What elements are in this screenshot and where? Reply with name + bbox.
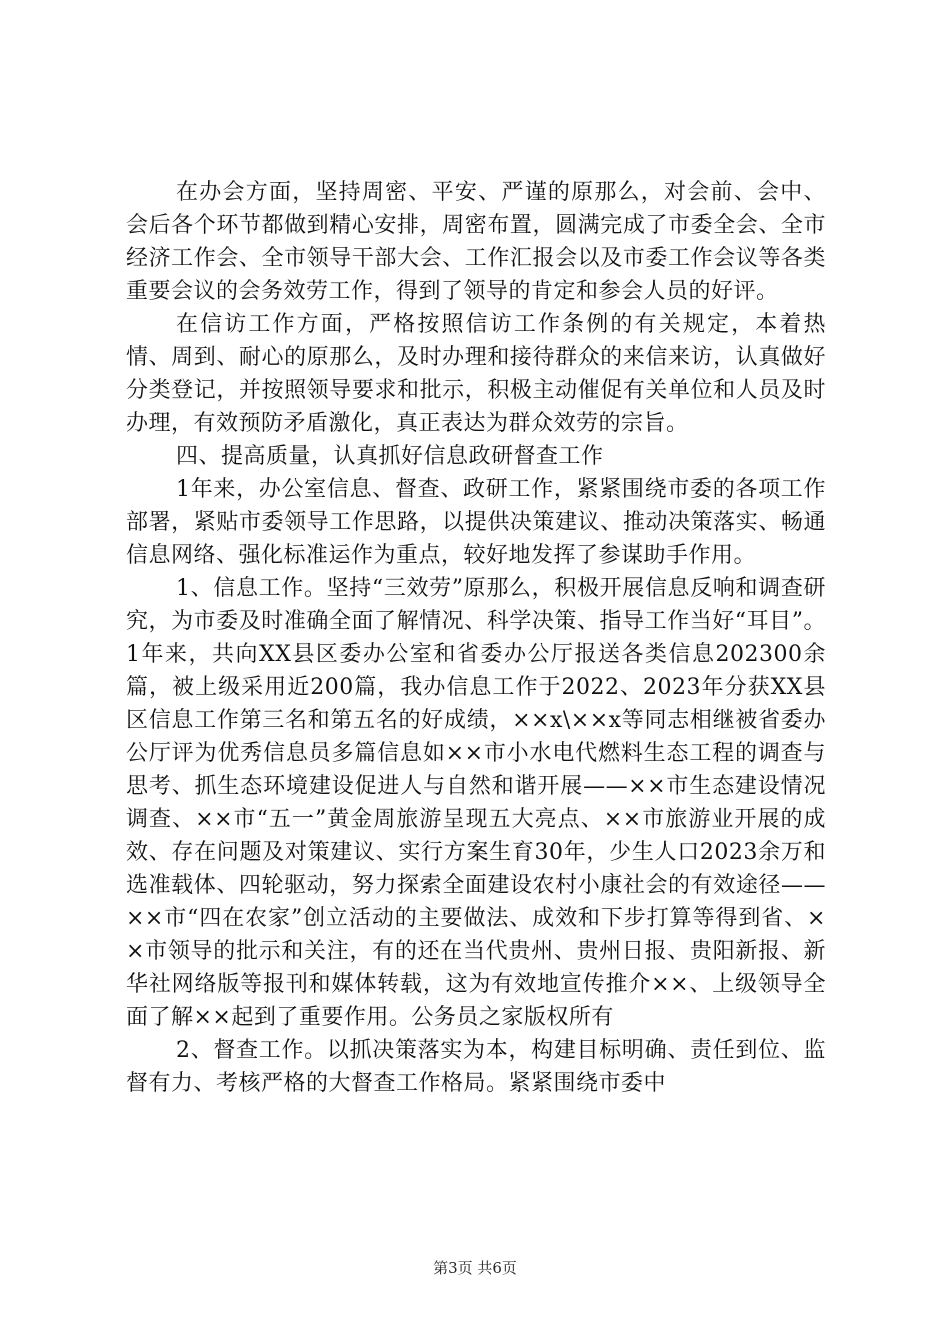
page-footer: 第3页 共6页: [433, 1259, 517, 1277]
body-text: [126, 176, 826, 1100]
paragraph-petition-work: 在信访工作方面，严格按照信访工作条例的有关规定，本着热情、周到、耐心的原那么，及时办理和接待群众的来信来访，认真做好分类登记，并按照领导要求和批示，积极主动催促有关单位和人员及时办理，有效预防矛盾激化，真正表达为群众效劳的宗旨。: [126, 312, 826, 436]
paragraph-overview: 1年来，办公室信息、督查、政研工作，紧紧围绕市委的各项工作部署，紧贴市委领导工作思路，以提供决策建议、推动决策落实、畅通信息网络、强化标准运作为重点，较好地发挥了参谋助手作用。: [126, 477, 826, 568]
section-heading-4: 四、提高质量，认真抓好信息政研督查工作: [176, 444, 604, 469]
paragraph-supervision-work: 2、督查工作。以抓决策落实为本，构建目标明确、责任到位、监督有力、考核严格的大督查工作格局。紧紧围绕市委中: [126, 1038, 826, 1096]
paragraph-information-work: 1、信息工作。坚持“三效劳”原那么，积极开展信息反响和调查研究，为市委及时准确全面了解情况、科学决策、指导工作当好“耳目”。1年来，共向XX县区委办公室和省委办公厅报送各类信息202300余篇，被上级采用近200篇，我办信息工作于2022、2023年分获XX县区信息工作第三名和第五名的好成绩，××x\××x等同志相继被省委办公厅评为优秀信息员多篇信息如××市小水电代燃料生态工程的调查与思考、抓生态环境建设促进人与自然和谐开展——××市生态建设情况调查、××市“五一”黄金周旅游呈现五大亮点、××市旅游业开展的成效、存在问题及对策建议、实行方案生育30年，少生人口2023余万和选准载体、四轮驱动，努力探索全面建设农村小康社会的有效途径——××市“四在农家”创立活动的主要做法、成效和下步打算等得到省、××市领导的批示和关注，有的还在当代贵州、贵州日报、贵阳新报、新华社网络版等报刊和媒体转载，这为有效地宣传推介××、上级领导全面了解××起到了重要作用。公务员之家版权所有: [126, 576, 826, 1030]
paragraph-meeting-service: 在办会方面，坚持周密、平安、严谨的原那么，对会前、会中、会后各个环节都做到精心安排，周密布置，圆满完成了市委全会、全市经济工作会、全市领导干部大会、工作汇报会以及市委工作会议等各类重要会议的会务效劳工作，得到了领导的肯定和参会人员的好评。: [126, 180, 826, 304]
